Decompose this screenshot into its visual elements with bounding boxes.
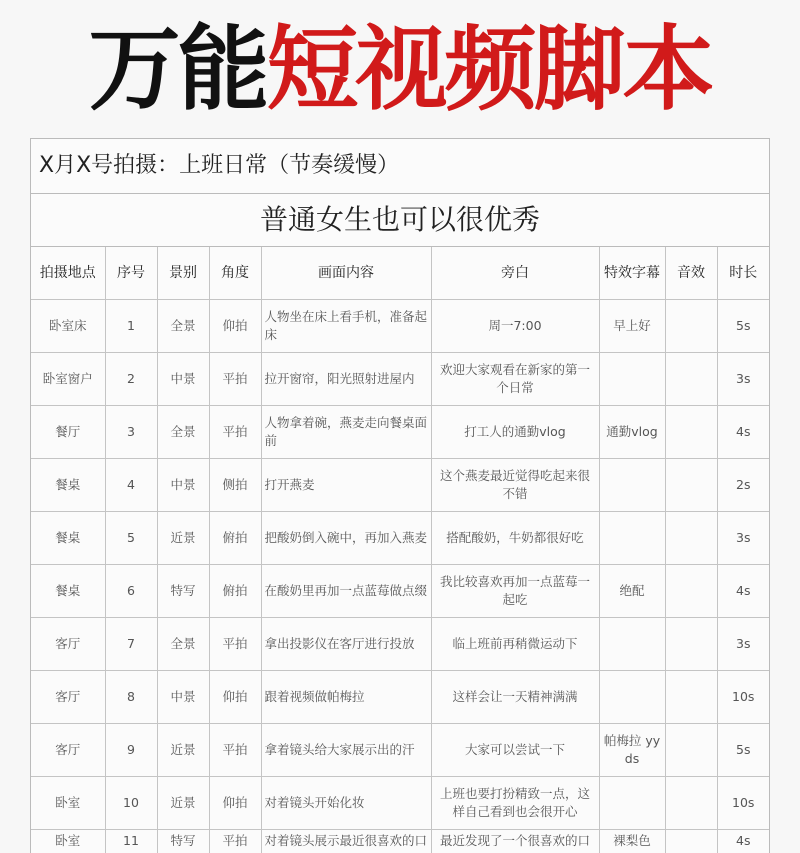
column-header-location: 拍摄地点: [31, 247, 105, 300]
cell-angle: 平拍: [209, 724, 261, 777]
cell-location: 客厅: [31, 724, 105, 777]
cell-caption: [599, 618, 665, 671]
cell-narration: 这个燕麦最近觉得吃起来很不错: [431, 459, 599, 512]
cell-number: 2: [105, 353, 157, 406]
poster-title: [0, 10, 800, 130]
cell-shot-size: 特写: [157, 830, 209, 853]
cell-narration: 上班也要打扮精致一点，这样自己看到也会很开心: [431, 777, 599, 830]
table-row: [31, 512, 769, 565]
cell-number: 3: [105, 406, 157, 459]
cell-narration: 这样会让一天精神满满: [431, 671, 599, 724]
column-header-shot-size: 景别: [157, 247, 209, 300]
cell-content: 把酸奶倒入碗中，再加入燕麦: [261, 512, 431, 565]
cell-narration: 欢迎大家观看在新家的第一个日常: [431, 353, 599, 406]
cell-content: 人物拿着碗，燕麦走向餐桌面前: [261, 406, 431, 459]
cell-location: 餐桌: [31, 565, 105, 618]
cell-location: 卧室: [31, 777, 105, 830]
cell-number: 7: [105, 618, 157, 671]
cell-angle: 平拍: [209, 353, 261, 406]
cell-number: 4: [105, 459, 157, 512]
table-row: [31, 830, 769, 853]
column-header-narration: 旁白: [431, 247, 599, 300]
column-header-content: 画面内容: [261, 247, 431, 300]
cell-duration: 10s: [717, 671, 769, 724]
cell-location: 卧室: [31, 830, 105, 853]
table-row: [31, 671, 769, 724]
cell-location: 餐桌: [31, 459, 105, 512]
title-black-part: 万能: [88, 16, 266, 123]
cell-angle: 仰拍: [209, 671, 261, 724]
cell-caption: [599, 671, 665, 724]
cell-duration: 2s: [717, 459, 769, 512]
column-header-caption: 特效字幕: [599, 247, 665, 300]
cell-sound: [665, 512, 717, 565]
cell-shot-size: 全景: [157, 300, 209, 353]
cell-sound: [665, 830, 717, 853]
cell-caption: [599, 777, 665, 830]
cell-caption: [599, 353, 665, 406]
cell-angle: 平拍: [209, 618, 261, 671]
cell-shot-size: 全景: [157, 618, 209, 671]
cell-narration: 大家可以尝试一下: [431, 724, 599, 777]
script-table: [31, 247, 769, 853]
table-row: [31, 459, 769, 512]
cell-content: 拉开窗帘，阳光照射进屋内: [261, 353, 431, 406]
cell-location: 客厅: [31, 671, 105, 724]
cell-angle: 俯拍: [209, 565, 261, 618]
cell-location: 餐桌: [31, 512, 105, 565]
cell-angle: 侧拍: [209, 459, 261, 512]
video-topic-heading: 普通女生也可以很优秀: [31, 194, 769, 247]
cell-sound: [665, 618, 717, 671]
cell-caption: [599, 512, 665, 565]
cell-location: 餐厅: [31, 406, 105, 459]
cell-sound: [665, 300, 717, 353]
cell-shot-size: 近景: [157, 512, 209, 565]
cell-content: 拿出投影仪在客厅进行投放: [261, 618, 431, 671]
cell-sound: [665, 353, 717, 406]
cell-content: 对着镜头开始化妆: [261, 777, 431, 830]
cell-shot-size: 中景: [157, 671, 209, 724]
cell-duration: 5s: [717, 300, 769, 353]
cell-narration: 临上班前再稍微运动下: [431, 618, 599, 671]
column-header-duration: 时长: [717, 247, 769, 300]
cell-number: 1: [105, 300, 157, 353]
cell-number: 8: [105, 671, 157, 724]
cell-caption: 通勤vlog: [599, 406, 665, 459]
cell-shot-size: 特写: [157, 565, 209, 618]
cell-angle: 仰拍: [209, 777, 261, 830]
cell-number: 11: [105, 830, 157, 853]
cell-caption: 帕梅拉 yyds: [599, 724, 665, 777]
cell-narration: 周一7:00: [431, 300, 599, 353]
cell-duration: 10s: [717, 777, 769, 830]
cell-narration: 搭配酸奶，牛奶都很好吃: [431, 512, 599, 565]
cell-content: 人物坐在床上看手机，准备起床: [261, 300, 431, 353]
cell-sound: [665, 459, 717, 512]
cell-caption: 绝配: [599, 565, 665, 618]
table-row: [31, 353, 769, 406]
cell-number: 6: [105, 565, 157, 618]
cell-angle: 俯拍: [209, 512, 261, 565]
column-header-sound: 音效: [665, 247, 717, 300]
cell-narration: 我比较喜欢再加一点蓝莓一起吃: [431, 565, 599, 618]
cell-shot-size: 中景: [157, 353, 209, 406]
title-red-part: 短视频脚本: [267, 16, 712, 123]
cell-number: 9: [105, 724, 157, 777]
cell-sound: [665, 671, 717, 724]
column-header-angle: 角度: [209, 247, 261, 300]
cell-sound: [665, 406, 717, 459]
script-table-sheet: [30, 138, 770, 853]
cell-content: 在酸奶里再加一点蓝莓做点缀: [261, 565, 431, 618]
cell-shot-size: 中景: [157, 459, 209, 512]
cell-narration: 打工人的通勤vlog: [431, 406, 599, 459]
cell-content: 对着镜头展示最近很喜欢的口: [261, 830, 431, 853]
table-header-row: [31, 247, 769, 300]
cell-angle: 平拍: [209, 406, 261, 459]
cell-duration: 3s: [717, 353, 769, 406]
cell-duration: 4s: [717, 565, 769, 618]
cell-number: 5: [105, 512, 157, 565]
cell-sound: [665, 777, 717, 830]
cell-location: 客厅: [31, 618, 105, 671]
cell-location: 卧室窗户: [31, 353, 105, 406]
cell-angle: 仰拍: [209, 300, 261, 353]
cell-content: 打开燕麦: [261, 459, 431, 512]
cell-caption: 裸梨色: [599, 830, 665, 853]
table-row: [31, 406, 769, 459]
cell-sound: [665, 724, 717, 777]
cell-duration: 4s: [717, 830, 769, 853]
table-row: [31, 565, 769, 618]
shoot-date-line: X月X号拍摄：上班日常（节奏缓慢）: [31, 139, 769, 194]
table-row: [31, 618, 769, 671]
cell-duration: 5s: [717, 724, 769, 777]
cell-number: 10: [105, 777, 157, 830]
cell-duration: 3s: [717, 512, 769, 565]
cell-narration: 最近发现了一个很喜欢的口: [431, 830, 599, 853]
table-row: [31, 300, 769, 353]
cell-caption: [599, 459, 665, 512]
cell-duration: 4s: [717, 406, 769, 459]
cell-shot-size: 全景: [157, 406, 209, 459]
table-row: [31, 777, 769, 830]
cell-shot-size: 近景: [157, 724, 209, 777]
cell-location: 卧室床: [31, 300, 105, 353]
table-row: [31, 724, 769, 777]
cell-shot-size: 近景: [157, 777, 209, 830]
cell-content: 跟着视频做帕梅拉: [261, 671, 431, 724]
cell-duration: 3s: [717, 618, 769, 671]
cell-sound: [665, 565, 717, 618]
column-header-number: 序号: [105, 247, 157, 300]
cell-caption: 早上好: [599, 300, 665, 353]
cell-content: 拿着镜头给大家展示出的汗: [261, 724, 431, 777]
cell-angle: 平拍: [209, 830, 261, 853]
